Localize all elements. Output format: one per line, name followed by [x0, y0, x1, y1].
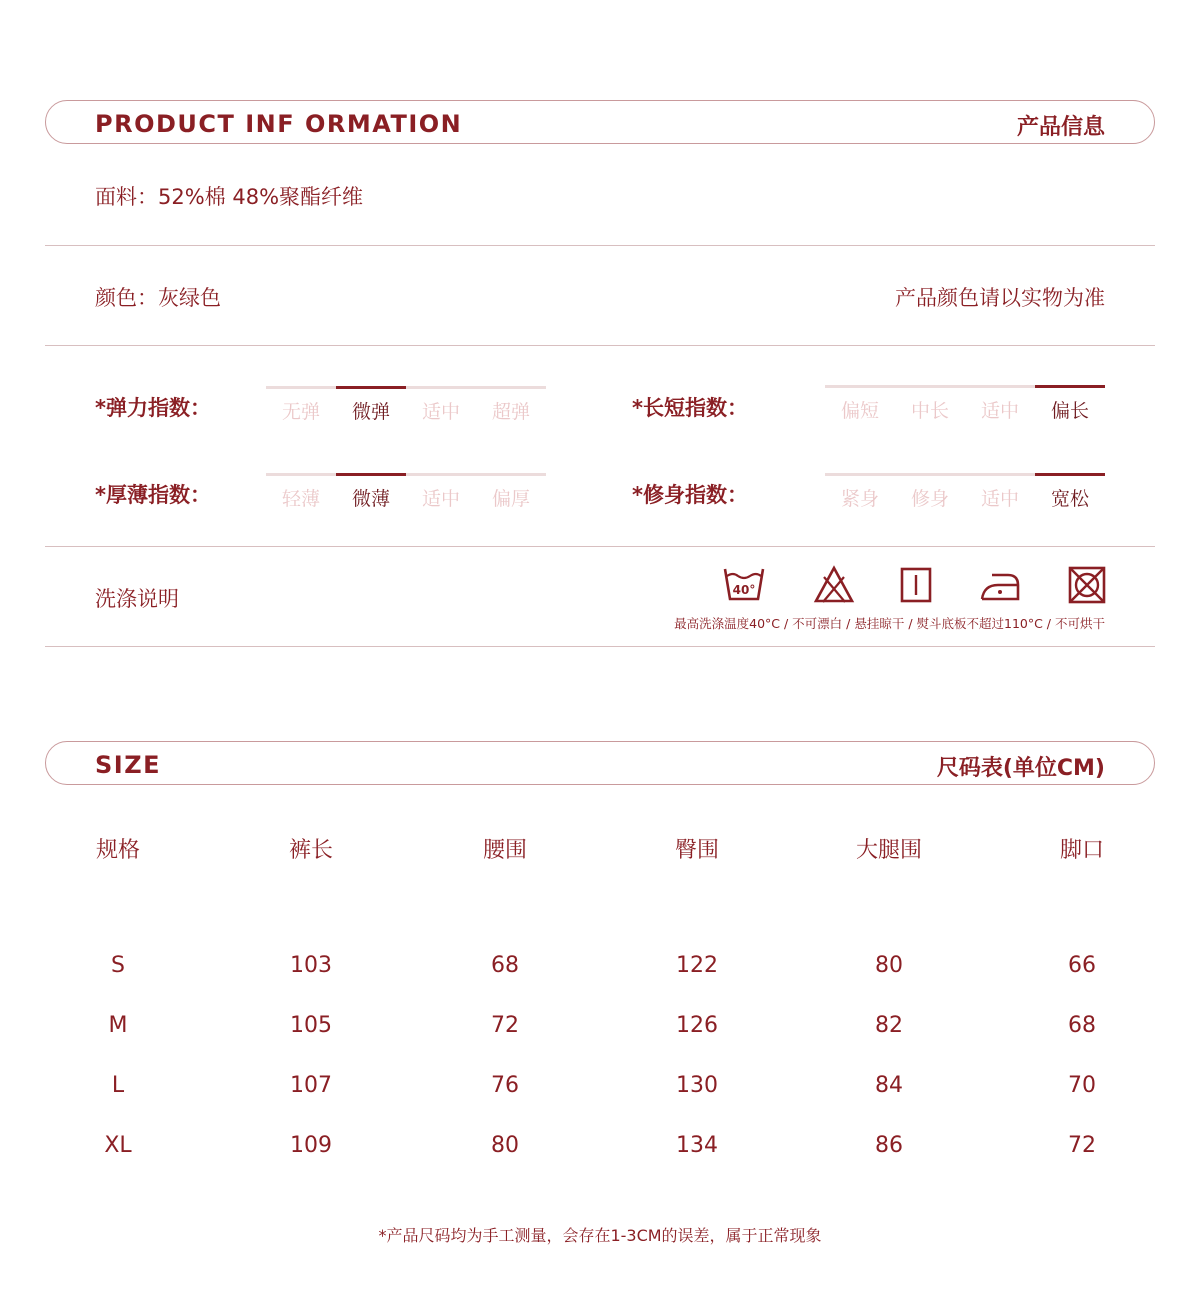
wash-temp-label: 40° — [732, 583, 756, 597]
table-cell: 68 — [1068, 1013, 1096, 1038]
elasticity-scale — [266, 386, 546, 426]
table-cell: 72 — [491, 1013, 519, 1038]
product-info-title: PRODUCT INF ORMATION — [95, 110, 463, 138]
fit-label: *修身指数： — [632, 483, 748, 507]
table-cell: 103 — [290, 953, 332, 978]
scale-option-selected — [1035, 385, 1105, 428]
size-footnote: *产品尺码均为手工测量，会存在1-3CM的误差，属于正常现象 — [378, 1226, 822, 1245]
length-label: *长短指数： — [632, 396, 748, 420]
size-title: SIZE — [95, 751, 162, 779]
table-cell: 72 — [1068, 1133, 1096, 1158]
table-cell: S — [111, 953, 125, 978]
scale-option-label: 微弹 — [351, 401, 390, 423]
no-tumble-dry-icon — [1065, 565, 1109, 605]
scale-option-selected — [336, 473, 406, 516]
no-bleach-icon — [812, 565, 856, 605]
fabric-text: 面料：52%棉 48%聚酯纤维 — [95, 185, 364, 209]
iron-low-icon — [978, 565, 1022, 605]
scale-option — [825, 473, 895, 513]
care-label: 洗涤说明 — [95, 587, 179, 611]
thickness-scale — [266, 473, 546, 513]
scale-option-label: 轻薄 — [281, 488, 320, 510]
scale-option-label: 宽松 — [1050, 488, 1089, 510]
table-header: 裤长 — [288, 838, 334, 863]
table-cell: L — [111, 1073, 125, 1098]
scale-option — [266, 386, 336, 426]
scale-option-label: 适中 — [421, 488, 460, 510]
table-cell: 107 — [290, 1073, 332, 1098]
scale-option-selected — [336, 386, 406, 429]
table-cell: 86 — [875, 1133, 903, 1158]
scale-option-label: 超弹 — [491, 401, 530, 423]
scale-option — [266, 473, 336, 513]
elasticity-label: *弹力指数： — [95, 396, 211, 420]
scale-option-label: 中长 — [910, 400, 949, 422]
divider — [45, 345, 1155, 346]
table-cell: 70 — [1068, 1073, 1096, 1098]
scale-option-label: 偏长 — [1050, 400, 1089, 422]
table-cell: 76 — [491, 1073, 519, 1098]
length-scale — [825, 385, 1105, 425]
table-cell: 68 — [491, 953, 519, 978]
scale-option — [476, 386, 546, 426]
table-header: 腰围 — [482, 838, 528, 863]
table-header: 大腿围 — [855, 838, 923, 863]
scale-option-label: 微薄 — [351, 488, 390, 510]
table-cell: 84 — [875, 1073, 903, 1098]
scale-option-selected — [1035, 473, 1105, 516]
scale-option — [406, 386, 476, 426]
divider — [45, 546, 1155, 547]
scale-option — [406, 473, 476, 513]
table-cell: 130 — [676, 1073, 718, 1098]
scale-option — [965, 473, 1035, 513]
scale-option — [895, 385, 965, 425]
divider — [45, 245, 1155, 246]
table-cell: 134 — [676, 1133, 718, 1158]
scale-option-label: 偏厚 — [491, 488, 530, 510]
hang-dry-icon — [894, 565, 938, 605]
scale-option — [476, 473, 546, 513]
size-title-cn: 尺码表(单位CM) — [936, 756, 1105, 781]
table-header: 脚口 — [1059, 838, 1105, 863]
scale-option-label: 修身 — [910, 488, 949, 510]
table-cell: 82 — [875, 1013, 903, 1038]
scale-option — [965, 385, 1035, 425]
scale-option-label: 适中 — [980, 400, 1019, 422]
table-cell: 122 — [676, 953, 718, 978]
thickness-label: *厚薄指数： — [95, 483, 211, 507]
table-cell: 80 — [491, 1133, 519, 1158]
scale-option-label: 紧身 — [840, 488, 879, 510]
care-note: 最高洗涤温度40°C / 不可漂白 / 悬挂晾干 / 熨斗底板不超过110°C / 不可烘干 — [674, 616, 1105, 631]
color-text: 颜色：灰绿色 — [95, 286, 221, 310]
scale-option — [895, 473, 965, 513]
table-cell: 80 — [875, 953, 903, 978]
fit-scale — [825, 473, 1105, 513]
color-note: 产品颜色请以实物为准 — [895, 286, 1105, 310]
table-cell: 126 — [676, 1013, 718, 1038]
divider — [45, 646, 1155, 647]
table-cell: 105 — [290, 1013, 332, 1038]
table-cell: 66 — [1068, 953, 1096, 978]
product-info-header — [45, 100, 1155, 144]
scale-option-label: 适中 — [980, 488, 1019, 510]
scale-option-label: 无弹 — [281, 401, 320, 423]
scale-option — [825, 385, 895, 425]
product-info-title-cn: 产品信息 — [1016, 115, 1105, 140]
table-header: 规格 — [95, 838, 141, 863]
size-header — [45, 741, 1155, 785]
table-cell: M — [108, 1013, 128, 1038]
table-cell: XL — [104, 1133, 132, 1158]
scale-option-label: 适中 — [421, 401, 460, 423]
wash-40-icon — [722, 565, 766, 605]
table-cell: 109 — [290, 1133, 332, 1158]
scale-option-label: 偏短 — [840, 400, 879, 422]
table-header: 臀围 — [674, 838, 720, 863]
